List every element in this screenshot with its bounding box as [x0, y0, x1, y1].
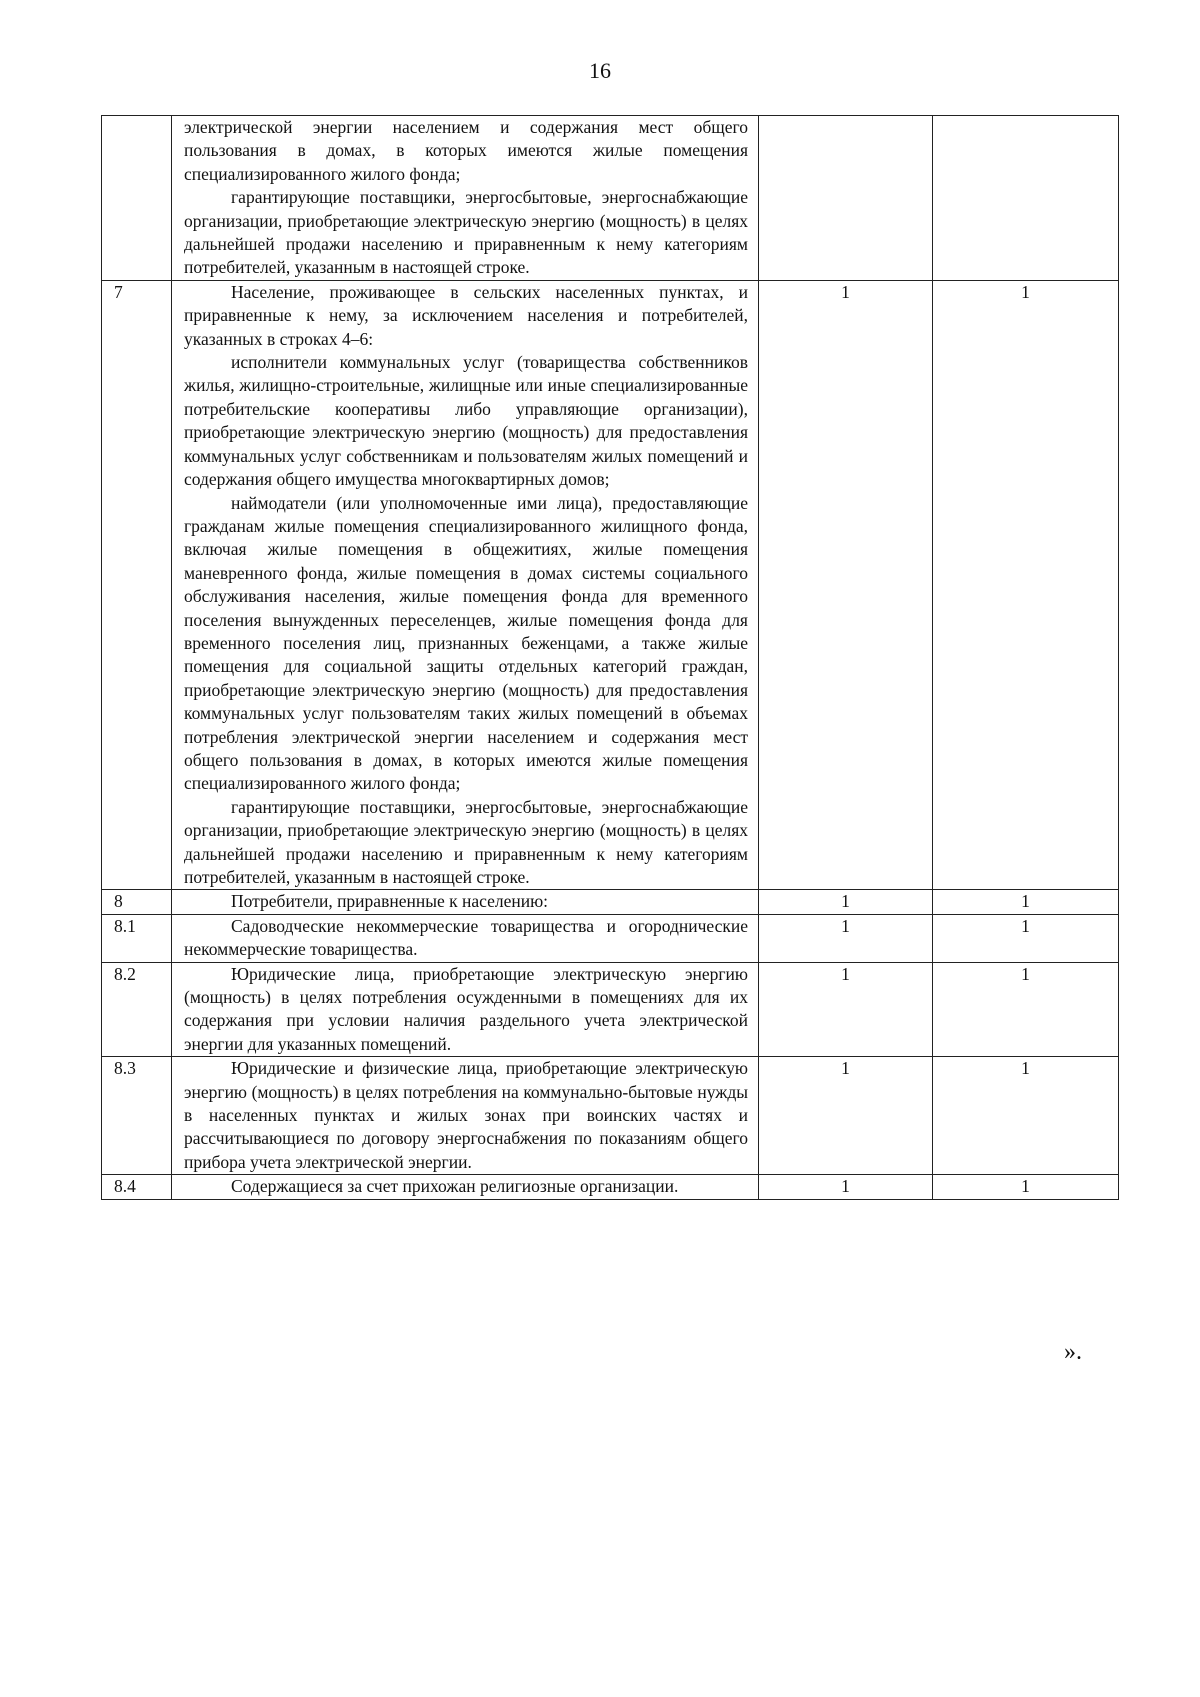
row-description	[172, 1057, 759, 1175]
table-row	[102, 890, 1119, 914]
row-number: 8.2	[102, 962, 172, 1057]
table-row	[102, 914, 1119, 962]
row-number	[102, 116, 172, 281]
row-value-1: 1	[759, 1057, 933, 1175]
description-paragraph: гарантирующие поставщики, энергосбытовые, энергоснабжающие организации, приобретающие электрическую энергию (мощность) в целях дальнейшей продажи населению и приравненным к нему категориям потребителей, указанным в настоящей строке.	[184, 187, 748, 278]
row-description	[172, 280, 759, 890]
row-value-1: 1	[759, 1175, 933, 1199]
row-description	[172, 890, 759, 914]
row-value-1: 1	[759, 962, 933, 1057]
table-row	[102, 116, 1119, 281]
row-value-2	[933, 116, 1119, 281]
closing-quote: ».	[1064, 1339, 1082, 1365]
description-paragraph: гарантирующие поставщики, энергосбытовые, энергоснабжающие организации, приобретающие электрическую энергию (мощность) в целях дальнейшей продажи населению и приравненным к нему категориям потребителей, указанным в настоящей строке.	[184, 796, 748, 887]
row-number: 8.4	[102, 1175, 172, 1199]
row-number: 7	[102, 280, 172, 890]
description-paragraph: Потребители, приравненные к населению:	[231, 891, 549, 912]
description-paragraph: наймодатели (или уполномоченные ими лица), предоставляющие гражданам жилые помещения специализированного жилищного фонда, включая жилые помещения в общежитиях, жилые помещения маневренного фонда, жилые помещения в домах системы социального обслуживания населения, жилые помещения фонда для временного поселения вынужденных переселенцев, жилые помещения фонда для временного поселения лиц, признанных беженцами, а также жилые помещения для социальной защиты отдельных категорий граждан, приобретающие электрическую энергию (мощность) для предоставления коммунальных услуг пользователям таких жилых помещений в объемах потребления электрической энергии населением и содержания мест общего пользования в домах, в которых имеются жилые помещения специализированного жилого фонда;	[184, 492, 748, 794]
description-paragraph: Садоводческие некоммерческие товарищества и огороднические некоммерческие товарищества.	[184, 915, 748, 960]
row-number: 8	[102, 890, 172, 914]
description-paragraph: Население, проживающее в сельских населенных пунктах, и приравненные к нему, за исключением населения и потребителей, указанных в строках 4–6:	[184, 281, 748, 349]
table-row	[102, 1175, 1119, 1199]
row-value-2: 1	[933, 1057, 1119, 1175]
row-number: 8.3	[102, 1057, 172, 1175]
description-paragraph: Юридические и физические лица, приобретающие электрическую энергию (мощность) в целях потребления на коммунально-бытовые нужды в населенных пунктах и жилых зонах при воинских частях и рассчитывающиеся по договору энергоснабжения по показаниям общего прибора учета электрической энергии.	[184, 1058, 748, 1172]
row-value-1: 1	[759, 280, 933, 890]
row-value-2: 1	[933, 962, 1119, 1057]
row-description	[172, 914, 759, 962]
table-row	[102, 1057, 1119, 1175]
row-description	[172, 116, 759, 281]
row-value-2: 1	[933, 890, 1119, 914]
row-value-1	[759, 116, 933, 281]
row-value-2: 1	[933, 914, 1119, 962]
row-value-2: 1	[933, 280, 1119, 890]
description-paragraph: Юридические лица, приобретающие электрическую энергию (мощность) в целях потребления осужденными в помещениях для их содержания при условии наличия раздельного учета электрической энергии для указанных помещений.	[184, 963, 748, 1054]
table-row	[102, 962, 1119, 1057]
description-paragraph: исполнители коммунальных услуг (товарищества собственников жилья, жилищно-строительные, жилищные или иные специализированные потребительские кооперативы либо управляющие организации), приобретающие электрическую энергию (мощность) для предоставления коммунальных услуг собственникам и пользователям жилых помещений и содержания общего имущества многоквартирных домов;	[184, 352, 748, 490]
row-value-1: 1	[759, 914, 933, 962]
description-paragraph: Содержащиеся за счет прихожан религиозные организации.	[231, 1176, 679, 1197]
row-value-1: 1	[759, 890, 933, 914]
table-row	[102, 280, 1119, 890]
row-number: 8.1	[102, 914, 172, 962]
page-number: 16	[589, 58, 611, 83]
table-body	[102, 116, 1119, 1200]
row-value-2: 1	[933, 1175, 1119, 1199]
row-description	[172, 1175, 759, 1199]
tariff-table	[101, 115, 1119, 1200]
description-paragraph: электрической энергии населением и содержания мест общего пользования в домах, в которых имеются жилые помещения специализированного жилого фонда;	[184, 117, 748, 184]
row-description	[172, 962, 759, 1057]
